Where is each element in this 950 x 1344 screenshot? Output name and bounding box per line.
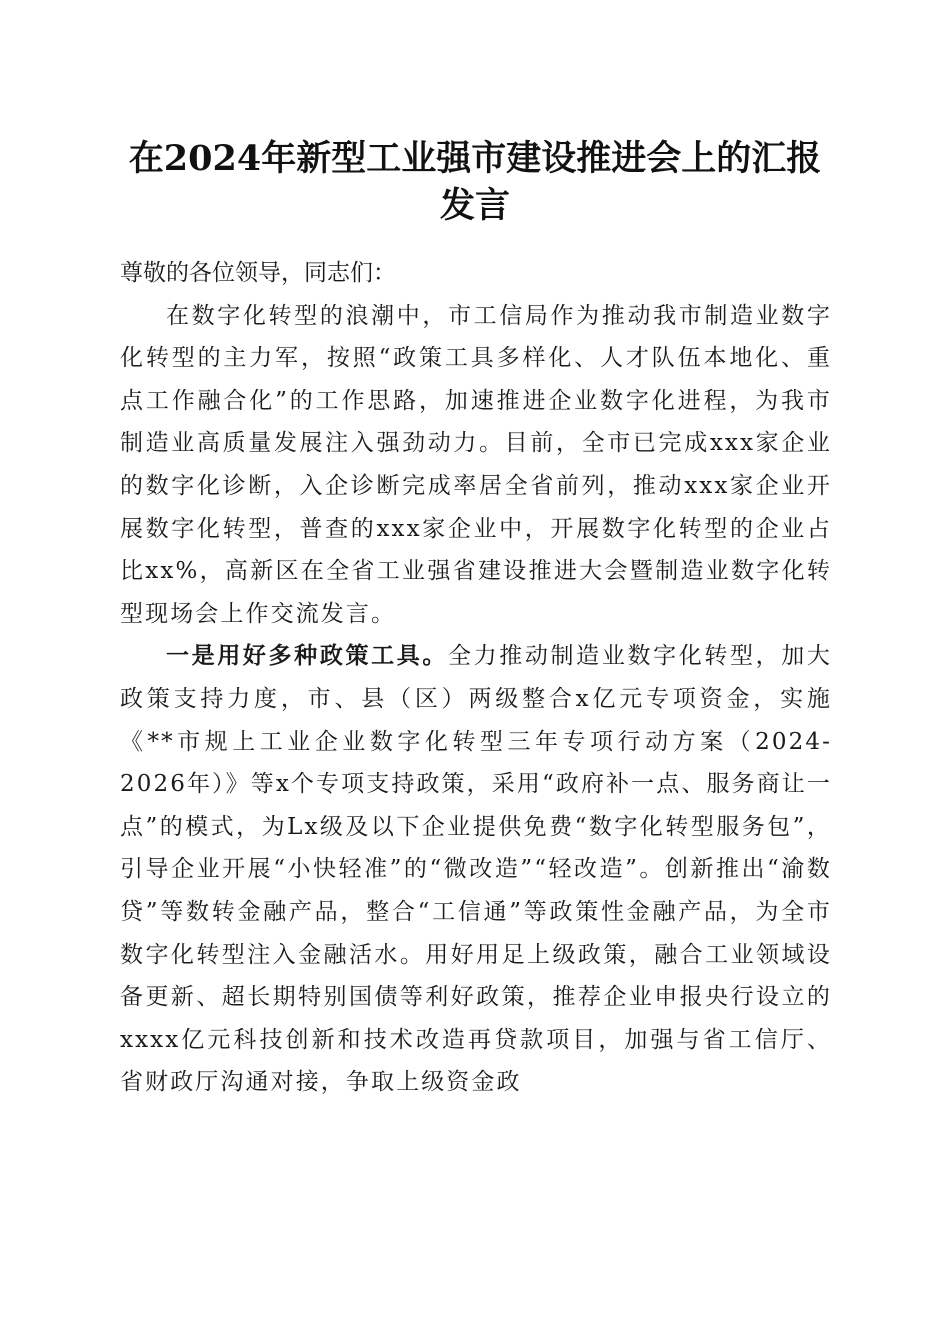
paragraph-intro — [120, 295, 832, 636]
paragraph-text: 全力推动制造业数字化转型，加大政策支持力度，市、县（区）两级整合x亿元专项资金，实施《**市规上工业企业数字化转型三年专项行动方案（2024-2026年）》等x个专项支持政策，采用“政府补一点、服务商让一点”的模式，为Lx级及以下企业提供免费“数字化转型服务包”，引导企业开展“小快轻准”的“微改造”“轻改造”。创新推出“渝数贷”等数转金融产品，整合“工信通”等政策性金融产品，为全市数字化转型注入金融活水。用好用足上级政策，融合工业领域设备更新、超长期特别国债等利好政策，推荐企业申报央行设立的xxxx亿元科技创新和技术改造再贷款项目，加强与省工信厅、省财政厅沟通对接，争取上级资金政 — [120, 643, 832, 1096]
paragraph-text: 在数字化转型的浪潮中，市工信局作为推动我市制造业数字化转型的主力军，按照“政策工具多样化、人才队伍本地化、重点工作融合化”的工作思路，加速推进企业数字化进程，为我市制造业高质量发展注入强劲动力。目前，全市已完成xxx家企业的数字化诊断，入企诊断完成率居全省前列，推动xxx家企业开展数字化转型，普查的xxx家企业中，开展数字化转型的企业占比xx%，高新区在全省工业强省建设推进大会暨制造业数字化转型现场会上作交流发言。 — [120, 302, 832, 627]
paragraph-lead: 一是用好多种政策工具。 — [166, 642, 448, 670]
document-title: 在2024年新型工业强市建设推进会上的汇报发言 — [128, 138, 822, 226]
document-body — [120, 252, 832, 1104]
paragraph-policy-tools — [120, 635, 832, 1104]
salutation: 尊敬的各位领导，同志们： — [120, 260, 396, 286]
